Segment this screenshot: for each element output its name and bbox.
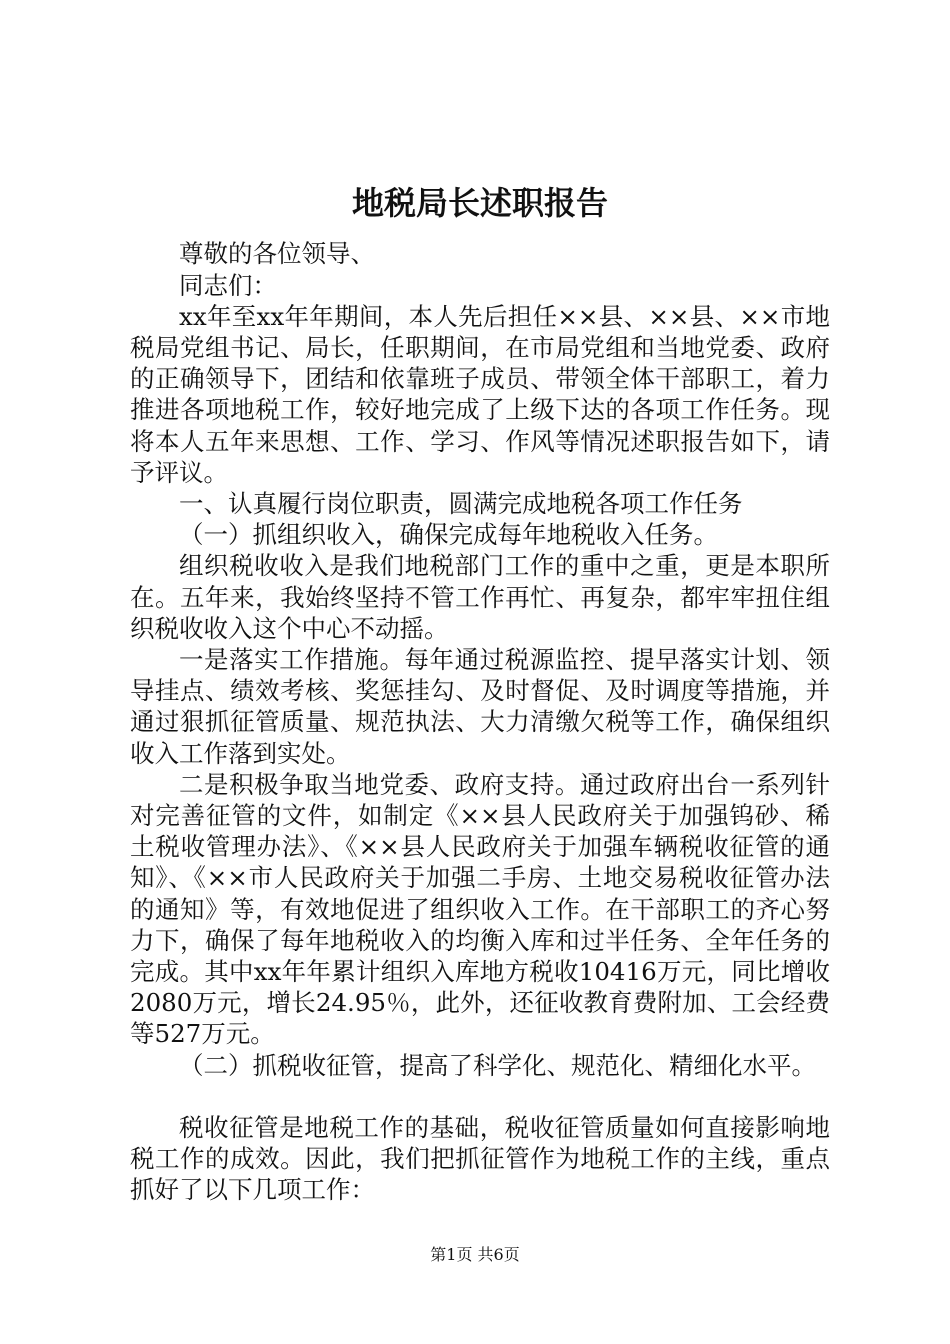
page-number-footer: 第1页 共6页 xyxy=(430,1245,520,1264)
salutation-line-2: 同志们： xyxy=(179,270,277,300)
section-heading-1: 一、认真履行岗位职责，圆满完成地税各项工作任务 xyxy=(179,489,743,519)
document-body xyxy=(130,238,830,1205)
body-paragraph: 一是落实工作措施。每年通过税源监控、提早落实计划、领导挂点、绩效考核、奖惩挂勾、及时督促、及时调度等措施，并通过狠抓征管质量、规范执法、大力清缴欠税等工作，确保组织收入工作落到实处。 xyxy=(130,645,830,768)
body-paragraph: 二是积极争取当地党委、政府支持。通过政府出台一系列针对完善征管的文件，如制定《××县人民政府关于加强钨砂、稀土税收管理办法》、《××县人民政府关于加强车辆税收征管的通知》、《××市人民政府关于加强二手房、土地交易税收征管办法的通知》等，有效地促进了组织收入工作。在干部职工的齐心努力下，确保了每年地税收入的均衡入库和过半任务、全年任务的完成。其中xx年年累计组织入库地方税收10416万元，同比增收2080万元，增长24.95％，此外，还征收教育费附加、工会经费等527万元。 xyxy=(130,769,830,1049)
subsection-heading-1: （一）抓组织收入，确保完成每年地税收入任务。 xyxy=(179,520,718,550)
body-paragraph: 组织税收收入是我们地税部门工作的重中之重，更是本职所在。五年来，我始终坚持不管工作再忙、再复杂，都牢牢扭住组织税收收入这个中心不动摇。 xyxy=(130,551,830,643)
salutation-line-1: 尊敬的各位领导、 xyxy=(179,239,375,269)
document-title: 地税局长述职报告 xyxy=(351,184,608,222)
body-paragraph: 税收征管是地税工作的基础，税收征管质量如何直接影响地税工作的成效。因此，我们把抓征管作为地税工作的主线，重点抓好了以下几项工作： xyxy=(130,1112,830,1205)
subsection-heading-2: （二）抓税收征管，提高了科学化、规范化、精细化水平。 xyxy=(179,1050,816,1080)
intro-paragraph: xx年至xx年年期间，本人先后担任××县、××县、××市地税局党组书记、局长，任职期间，在市局党组和当地党委、政府的正确领导下，团结和依靠班子成员、带领全体干部职工，着力推进各项地税工作，较好地完成了上级下达的各项工作任务。现将本人五年来思想、工作、学习、作风等情况述职报告如下，请予评议。 xyxy=(130,301,830,487)
